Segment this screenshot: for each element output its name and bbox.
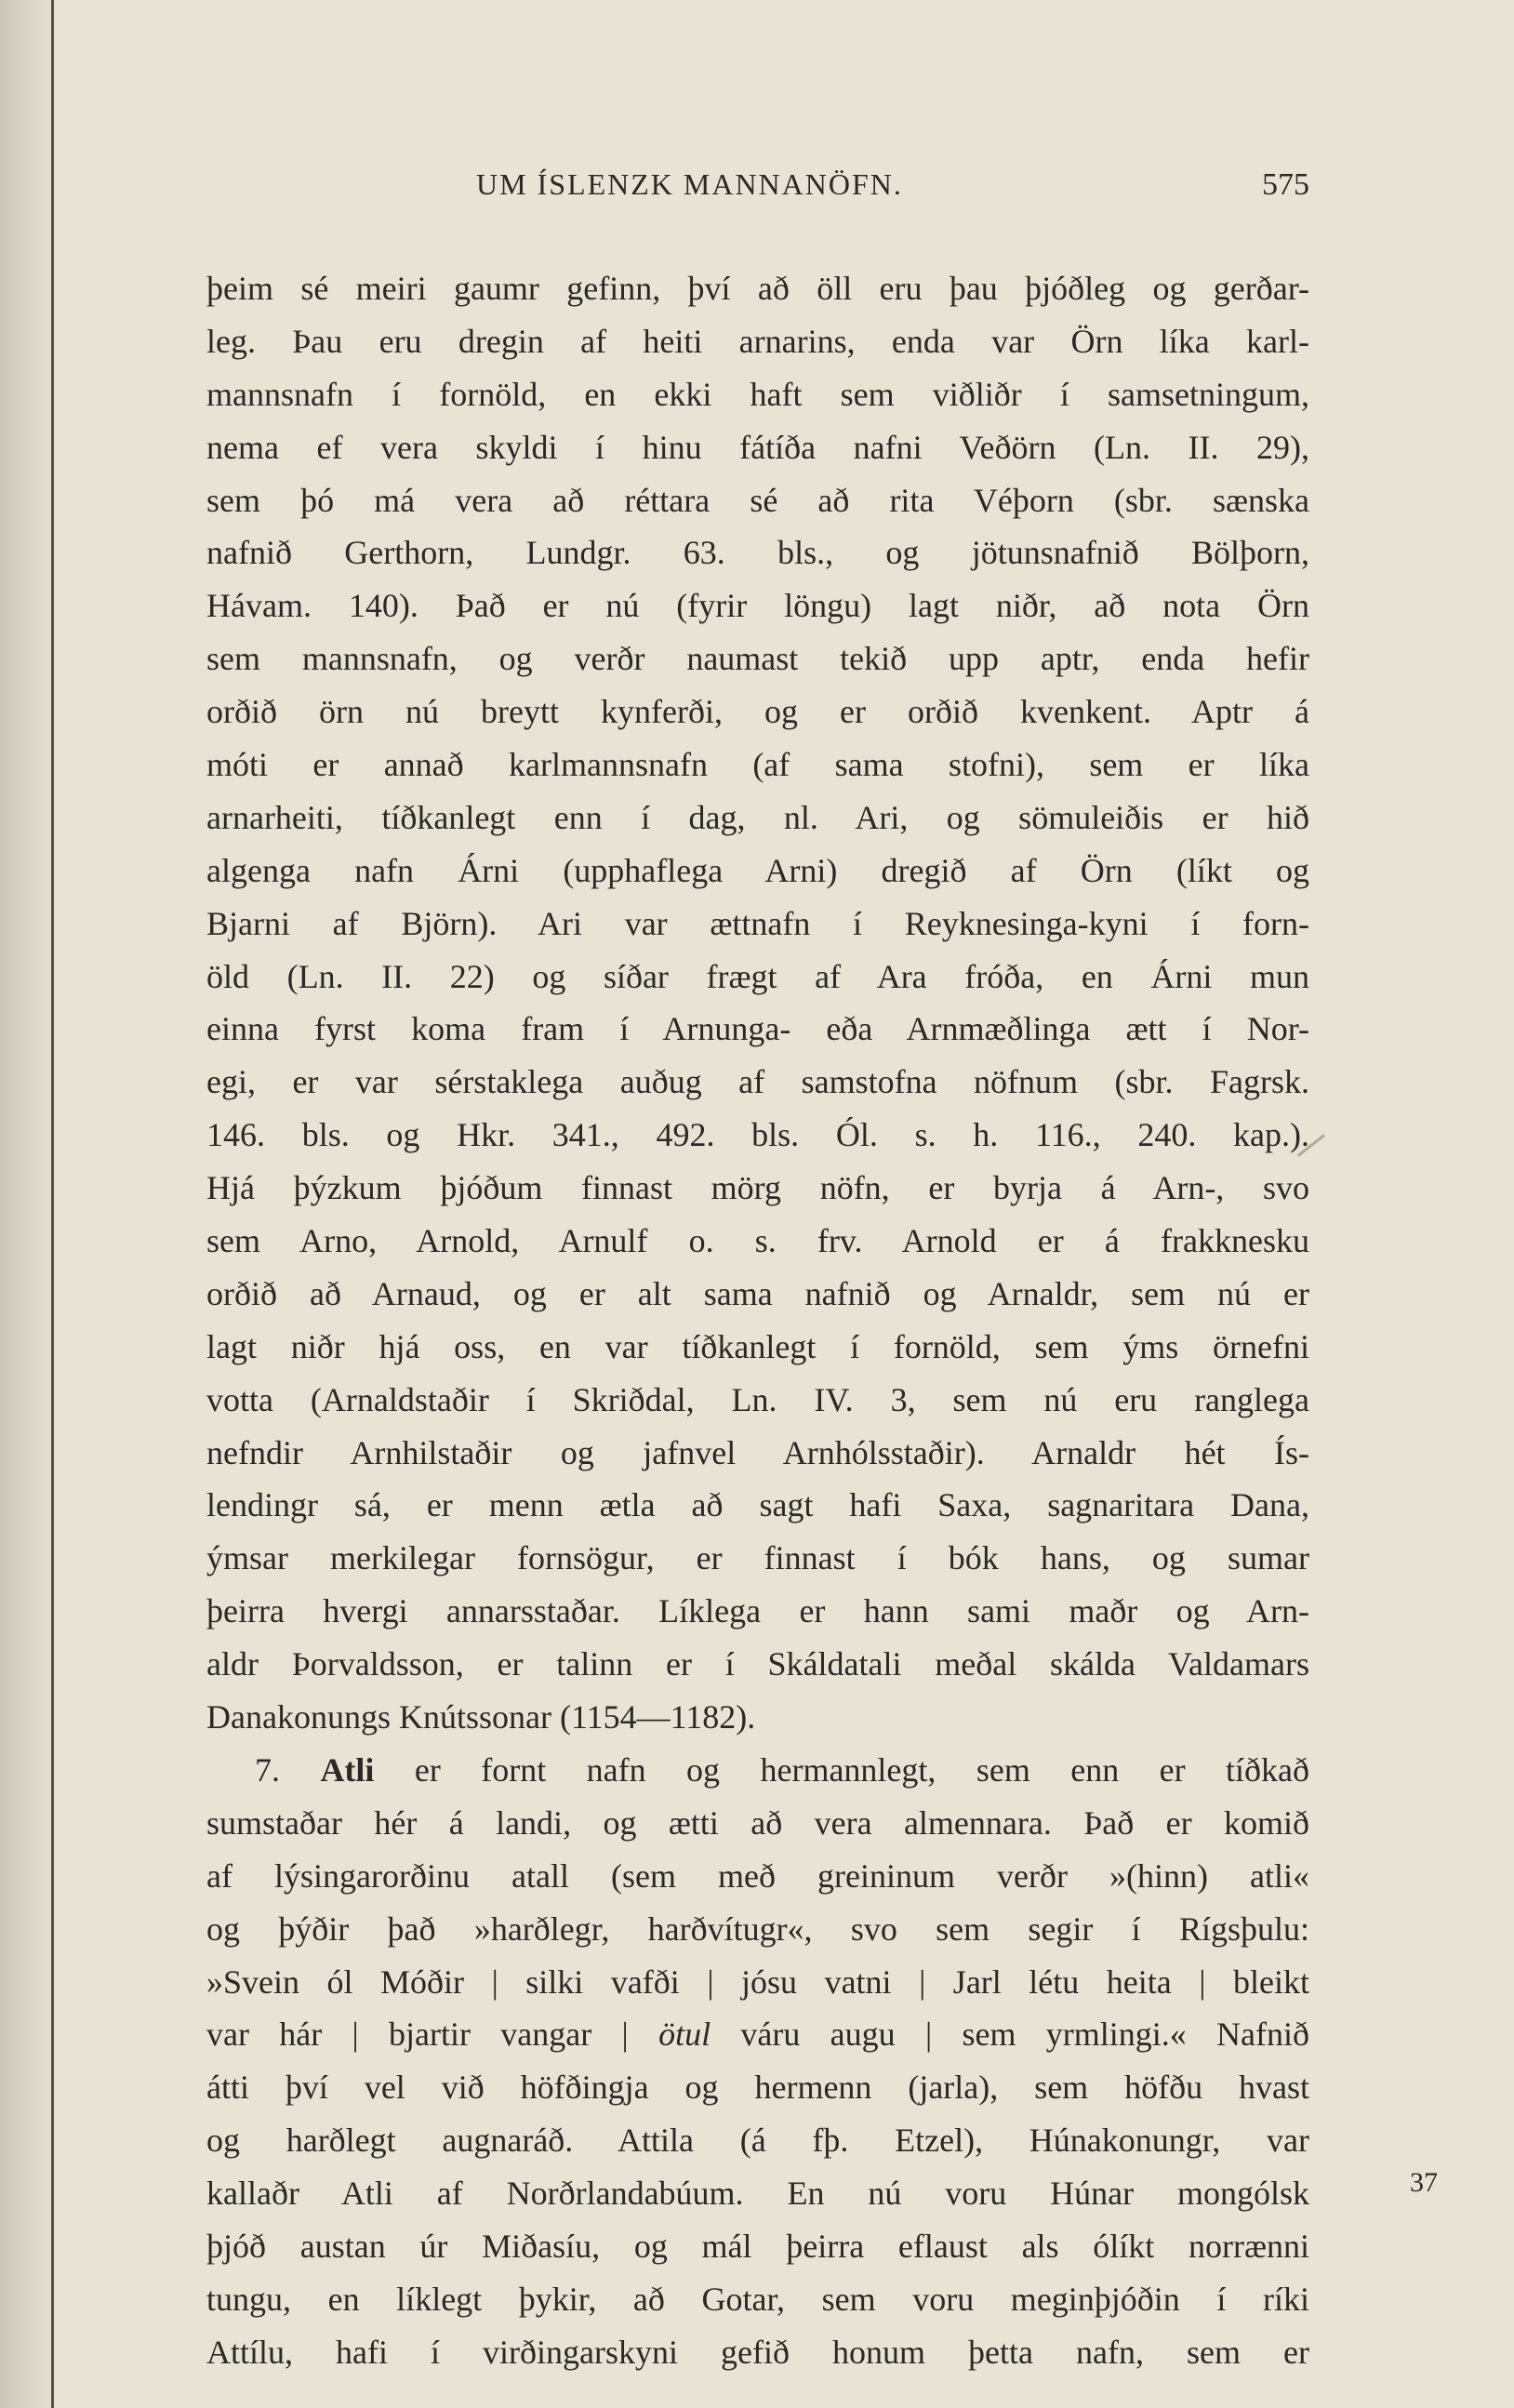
text-line: einna fyrst koma fram í Arnunga- eða Arnmæðlinga ætt í Nor-	[206, 1010, 1309, 1048]
text-line: og þýðir það »harðlegr, harðvítugr«, svo sem segir í Rígsþulu:	[206, 1909, 1309, 1948]
text-line: egi, er var sérstaklega auðug af samstofna nöfnum (sbr. Fagrsk.	[206, 1063, 1309, 1101]
text-line: og harðlegt augnaráð. Attila (á fþ. Etzel), Húnakonungr, var	[206, 2122, 1309, 2160]
text-line: sem mannsnafn, og verðr naumast tekið upp aptr, enda hefir	[206, 640, 1309, 678]
text-line: sem þó má vera að réttara sé að rita Véþorn (sbr. sænska	[206, 481, 1309, 519]
text-line: nafnið Gerthorn, Lundgr. 63. bls., og jötunsnafnið Bölþorn,	[206, 534, 1309, 572]
text-line: »Svein ól Móðir | silki vafði | jósu vatni | Jarl létu heita | bleikt	[206, 1962, 1309, 2001]
section-number: 7.	[255, 1750, 280, 1789]
text-line: nema ef vera skyldi í hinu fátíða nafni Veðörn (Ln. II. 29),	[206, 428, 1309, 466]
text-line: af lýsingarorðinu atall (sem með greininum verðr »(hinn) atli«	[206, 1856, 1309, 1895]
text-line: þeim sé meiri gaumr gefinn, því að öll eru þau þjóðleg og gerðar-	[206, 270, 1309, 307]
text-line: móti er annað karlmannsnafn (af sama stofni), sem er líka	[206, 746, 1309, 784]
text-line: sumstaðar hér á landi, og ætti að vera almennara. Það er komið	[206, 1803, 1309, 1842]
text-line: lendingr sá, er menn ætla að sagt hafi Saxa, sagnaritara Dana,	[206, 1486, 1309, 1524]
verse-line	[206, 2008, 1309, 2061]
text-line: Bjarni af Björn). Ari var ættnafn í Reyknesinga-kyni í forn-	[206, 904, 1309, 942]
text-line: Hávam. 140). Það er nú (fyrir löngu) lagt niðr, að nota Örn	[206, 587, 1309, 625]
signature-mark: 37	[1410, 2167, 1438, 2198]
text-line: tungu, en líklegt þykir, að Gotar, sem voru meginþjóðin í ríki	[206, 2280, 1309, 2318]
text-line: orðið að Arnaud, og er alt sama nafnið og Arnaldr, sem nú er	[206, 1274, 1309, 1312]
verse-italic-word: ötul	[658, 2016, 711, 2054]
text-line: átti því vel við höfðingja og hermenn (jarla), sem höfðu hvast	[206, 2069, 1309, 2107]
text-line: Hjá þýzkum þjóðum finnast mörg nöfn, er byrja á Arn-, svo	[206, 1169, 1309, 1207]
body-text	[206, 262, 1309, 2379]
text-line: sem Arno, Arnold, Arnulf o. s. frv. Arnold er á frakknesku	[206, 1222, 1309, 1260]
verse-text: var hár | bjartir vangar |	[206, 2016, 629, 2054]
text-line: algenga nafn Árni (upphaflega Arni) dregið af Örn (líkt og	[206, 851, 1309, 889]
text-line: lagt niðr hjá oss, en var tíðkanlegt í fornöld, sem ýms örnefni	[206, 1327, 1309, 1365]
verse-text: váru augu | sem yrmlingi.« Nafnið	[740, 2016, 1310, 2054]
text-line: arnarheiti, tíðkanlegt enn í dag, nl. Ari, og sömuleiðis er hið	[206, 798, 1309, 836]
text-line: þjóð austan úr Miðasíu, og mál þeirra eflaust als ólíkt norrænni	[206, 2227, 1309, 2265]
text-line: Attílu, hafi í virðingarskyni gefið honum þetta nafn, sem er	[206, 2333, 1309, 2371]
running-head-title: UM ÍSLENZK MANNANÖFN.	[476, 167, 903, 201]
page-binding-edge	[51, 0, 54, 2408]
running-head	[206, 167, 1309, 223]
text-line: nefndir Arnhilstaðir og jafnvel Arnhólsstaðir). Arnaldr hét Ís-	[206, 1433, 1309, 1471]
page-number: 575	[1262, 167, 1309, 202]
book-page	[206, 167, 1309, 2379]
text-line-paragraph-end: Danakonungs Knútssonar (1154—1182).	[206, 1698, 756, 1736]
section-7-first-line	[206, 1744, 1309, 1797]
text-line: leg. Þau eru dregin af heiti arnarins, enda var Örn líka karl-	[206, 322, 1309, 360]
text-line: mannsnafn í fornöld, en ekki haft sem viðliðr í samsetningum,	[206, 375, 1309, 413]
text-line: öld (Ln. II. 22) og síðar frægt af Ara fróða, en Árni mun	[206, 957, 1309, 995]
section-first-line-text: er fornt nafn og hermannlegt, sem enn er tíðkað	[414, 1750, 1310, 1789]
page-binding-shadow	[0, 0, 58, 2408]
text-line: 146. bls. og Hkr. 341., 492. bls. Ól. s. h. 116., 240. kap.).	[206, 1116, 1309, 1154]
text-line: aldr Þorvaldsson, er talinn er í Skáldatali meðal skálda Valdamars	[206, 1645, 1309, 1683]
text-line: orðið örn nú breytt kynferði, og er orðið kvenkent. Aptr á	[206, 693, 1309, 731]
text-line: ýmsar merkilegar fornsögur, er finnast í bók hans, og sumar	[206, 1539, 1309, 1577]
section-name-bold: Atli	[320, 1750, 375, 1789]
text-line: votta (Arnaldstaðir í Skriðdal, Ln. IV. 3, sem nú eru ranglega	[206, 1380, 1309, 1418]
text-line: kallaðr Atli af Norðrlandabúum. En nú voru Húnar mongólsk	[206, 2175, 1309, 2213]
text-line: þeirra hvergi annarsstaðar. Líklega er hann sami maðr og Arn-	[206, 1592, 1309, 1630]
